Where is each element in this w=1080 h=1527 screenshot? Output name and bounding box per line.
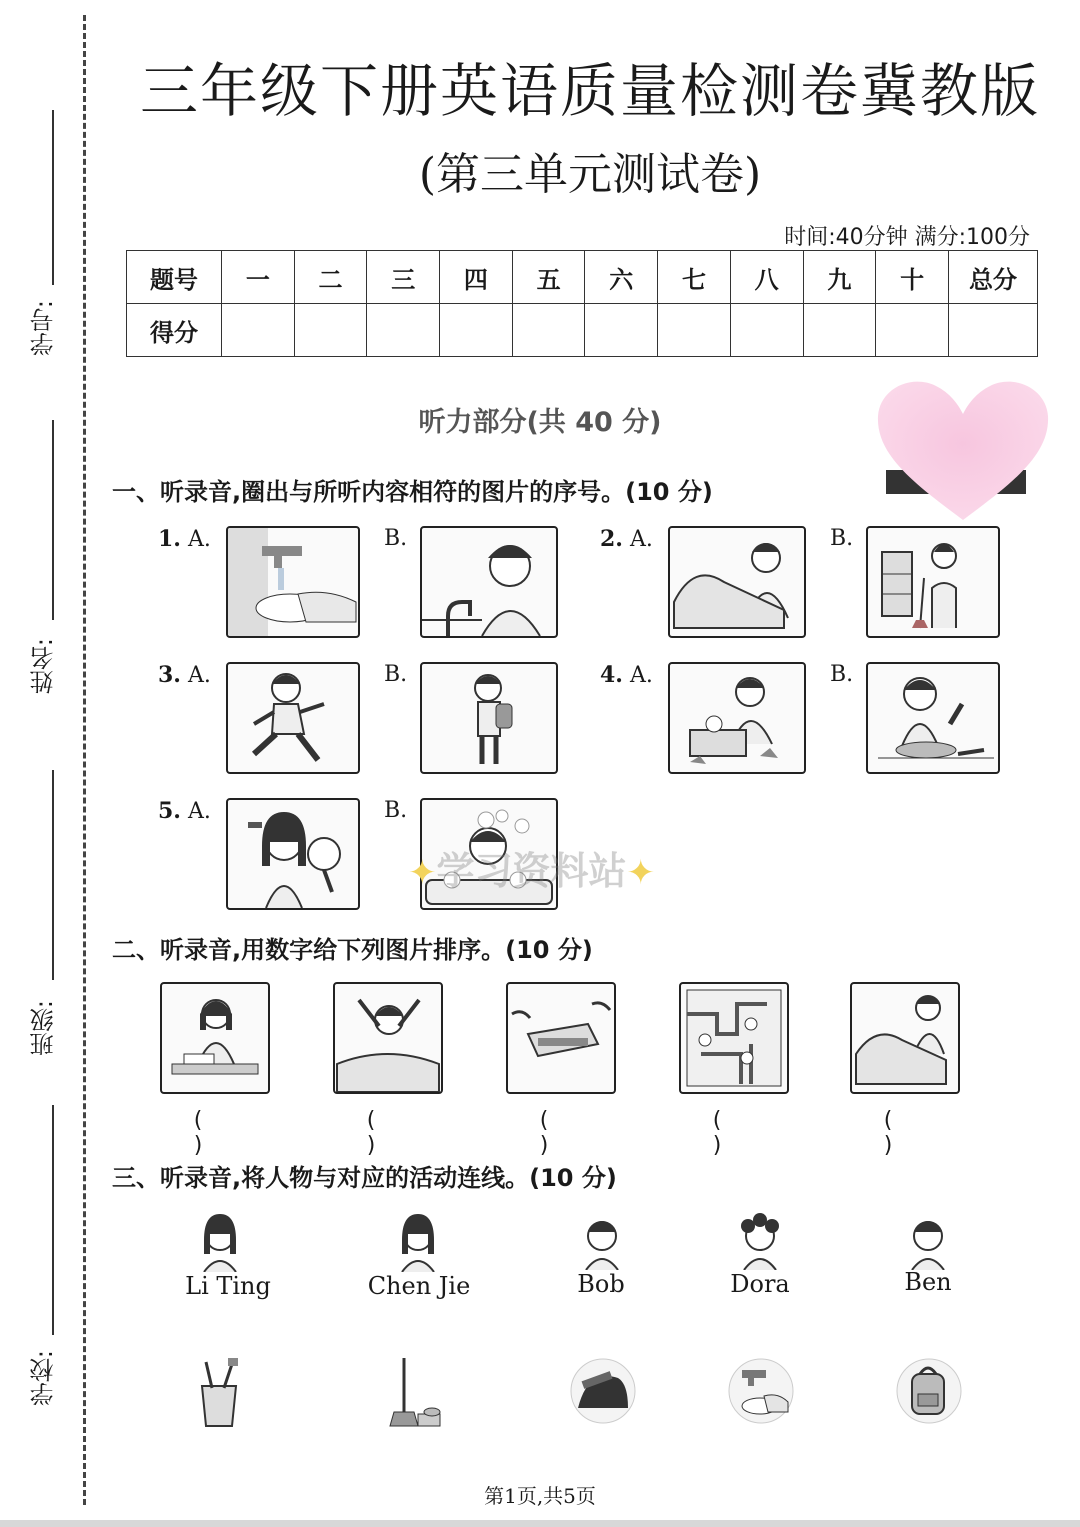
- q1-5a-picture[interactable]: [226, 798, 360, 910]
- score-header-cell: 八: [730, 251, 803, 304]
- q1-item-4-label: [600, 662, 653, 688]
- girl-avatar-icon: [392, 1212, 444, 1272]
- making-bed-icon: [670, 528, 804, 636]
- backpack-icon[interactable]: [896, 1356, 962, 1426]
- xuexiao-label: 学校:: [30, 1350, 58, 1407]
- q2-picture-4[interactable]: [679, 982, 789, 1094]
- score-header-cell: 九: [803, 251, 876, 304]
- score-header-cell: 一: [222, 251, 295, 304]
- option-a-label: A.: [187, 663, 211, 688]
- pencil-box-icon: [508, 984, 614, 1092]
- score-header-cell: 二: [294, 251, 367, 304]
- score-cell[interactable]: [803, 304, 876, 357]
- score-cell[interactable]: [294, 304, 367, 357]
- page-subtitle: (第三单元测试卷): [418, 149, 762, 200]
- score-header-cell: 三: [367, 251, 440, 304]
- watermark-label: 学习资料站: [436, 849, 627, 893]
- xuehao-label: 学号:: [30, 300, 58, 357]
- score-cell[interactable]: [949, 304, 1038, 357]
- q1-item-5-label: [158, 798, 211, 824]
- listening-section-title: 听力部分(共 40 分): [418, 407, 662, 438]
- item-number: 4.: [600, 662, 623, 688]
- option-a-label: A.: [629, 527, 653, 552]
- banji-line: [52, 770, 54, 980]
- bottom-edge-bar: [0, 1520, 1080, 1527]
- boy-pencils-icon: [868, 664, 998, 772]
- score-cell[interactable]: [440, 304, 513, 357]
- washing-hands-icon: [228, 528, 358, 636]
- q2-answer-paren[interactable]: ( ): [366, 1108, 406, 1158]
- name-chen-jie[interactable]: Chen Jie: [367, 1272, 471, 1300]
- boy-running-icon: [228, 664, 358, 772]
- q1-item-1-label: [158, 526, 211, 552]
- toothbrush-cup-icon[interactable]: [194, 1356, 244, 1428]
- q2-picture-1[interactable]: [160, 982, 270, 1094]
- q2-answer-paren[interactable]: ( ): [539, 1108, 579, 1158]
- kids-school-icon: [681, 984, 787, 1092]
- q1-item-2-label: [600, 526, 653, 552]
- score-table-score-row: [127, 304, 1038, 357]
- item-number: 3.: [158, 662, 181, 688]
- item-number: 2.: [600, 526, 623, 552]
- boy-avatar-icon: [902, 1210, 954, 1270]
- xingming-label: 姓名:: [30, 638, 58, 695]
- comb-hair-icon[interactable]: [570, 1356, 636, 1426]
- boy-avatar-icon: [576, 1210, 628, 1270]
- q1-item-1-b-label: B.: [384, 526, 408, 551]
- item-number: 1.: [158, 526, 181, 552]
- score-table-header-row: [127, 251, 1038, 304]
- girl-avatar-icon: [194, 1212, 246, 1272]
- q1-2b-picture[interactable]: [866, 526, 1000, 638]
- score-header-cell: 总分: [949, 251, 1038, 304]
- broom-dustpan-icon[interactable]: [382, 1356, 446, 1428]
- score-table: [126, 250, 1038, 357]
- score-row-label: 得分: [127, 304, 222, 357]
- score-header-cell: 七: [658, 251, 731, 304]
- score-cell[interactable]: [658, 304, 731, 357]
- q2-picture-2[interactable]: [333, 982, 443, 1094]
- girl-crying-icon: [422, 528, 556, 636]
- sparkle-icon: ✦: [626, 853, 656, 893]
- q2-title: 二、听录音,用数字给下列图片排序。(10 分): [112, 936, 593, 964]
- boy-bed-icon: [852, 984, 958, 1092]
- score-cell[interactable]: [222, 304, 295, 357]
- boy-toys-icon: [670, 664, 804, 772]
- item-number: 5.: [158, 798, 181, 824]
- q1-item-5-b-label: B.: [384, 798, 408, 823]
- score-cell[interactable]: [876, 304, 949, 357]
- q1-item-3-b-label: B.: [384, 662, 408, 687]
- xingming-line: [52, 420, 54, 620]
- score-header-cell: 十: [876, 251, 949, 304]
- q2-picture-5[interactable]: [850, 982, 960, 1094]
- q1-4a-picture[interactable]: [668, 662, 806, 774]
- name-ben[interactable]: Ben: [904, 1268, 952, 1296]
- girl-combing-icon: [228, 800, 358, 908]
- girl-curly-avatar-icon: [734, 1210, 786, 1270]
- score-header-cell: 四: [440, 251, 513, 304]
- q1-4b-picture[interactable]: [866, 662, 1000, 774]
- option-a-label: A.: [187, 527, 211, 552]
- score-cell[interactable]: [367, 304, 440, 357]
- score-header-cell: 六: [585, 251, 658, 304]
- time-info: 时间:40分钟 满分:100分: [784, 225, 1030, 250]
- q1-item-3-label: [158, 662, 211, 688]
- sparkle-icon: ✦: [408, 853, 437, 893]
- name-bob[interactable]: Bob: [577, 1270, 625, 1298]
- q2-answer-paren[interactable]: ( ): [712, 1108, 752, 1158]
- name-li-ting[interactable]: Li Ting: [185, 1272, 271, 1300]
- q1-3b-picture[interactable]: [420, 662, 558, 774]
- page-title: 三年级下册英语质量检测卷冀教版: [139, 57, 1040, 125]
- q2-answer-paren[interactable]: ( ): [883, 1108, 923, 1158]
- q1-1a-picture[interactable]: [226, 526, 360, 638]
- girl-writing-icon: [162, 984, 268, 1092]
- option-a-label: A.: [629, 663, 653, 688]
- girl-sweeping-icon: [868, 528, 998, 636]
- banji-label: 班级:: [30, 1000, 58, 1057]
- score-header-cell: 五: [512, 251, 585, 304]
- q1-item-2-b-label: B.: [830, 526, 854, 551]
- q1-1b-picture[interactable]: [420, 526, 558, 638]
- score-cell[interactable]: [512, 304, 585, 357]
- option-a-label: A.: [187, 799, 211, 824]
- watermark-text: [408, 840, 655, 895]
- score-header-cell: 题号: [127, 251, 222, 304]
- q1-item-4-b-label: B.: [830, 662, 854, 687]
- score-cell[interactable]: [585, 304, 658, 357]
- binding-dashed-line: [83, 15, 86, 1505]
- score-cell[interactable]: [730, 304, 803, 357]
- q3-title: 三、听录音,将人物与对应的活动连线。(10 分): [112, 1164, 617, 1192]
- boy-waking-icon: [335, 984, 441, 1092]
- xuexiao-line: [52, 1105, 54, 1335]
- q2-answer-paren[interactable]: ( ): [193, 1108, 233, 1158]
- q2-picture-3[interactable]: [506, 982, 616, 1094]
- q1-2a-picture[interactable]: [668, 526, 806, 638]
- page-number: 第1页,共5页: [484, 1484, 596, 1508]
- xuehao-line: [52, 110, 54, 285]
- q1-3a-picture[interactable]: [226, 662, 360, 774]
- q1-title: 一、听录音,圈出与所听内容相符的图片的序号。(10 分): [112, 478, 713, 506]
- washing-hands-icon[interactable]: [728, 1356, 794, 1426]
- name-dora[interactable]: Dora: [730, 1270, 790, 1298]
- heart-sticker-icon: [872, 372, 1054, 522]
- boy-backpack-icon: [422, 664, 556, 772]
